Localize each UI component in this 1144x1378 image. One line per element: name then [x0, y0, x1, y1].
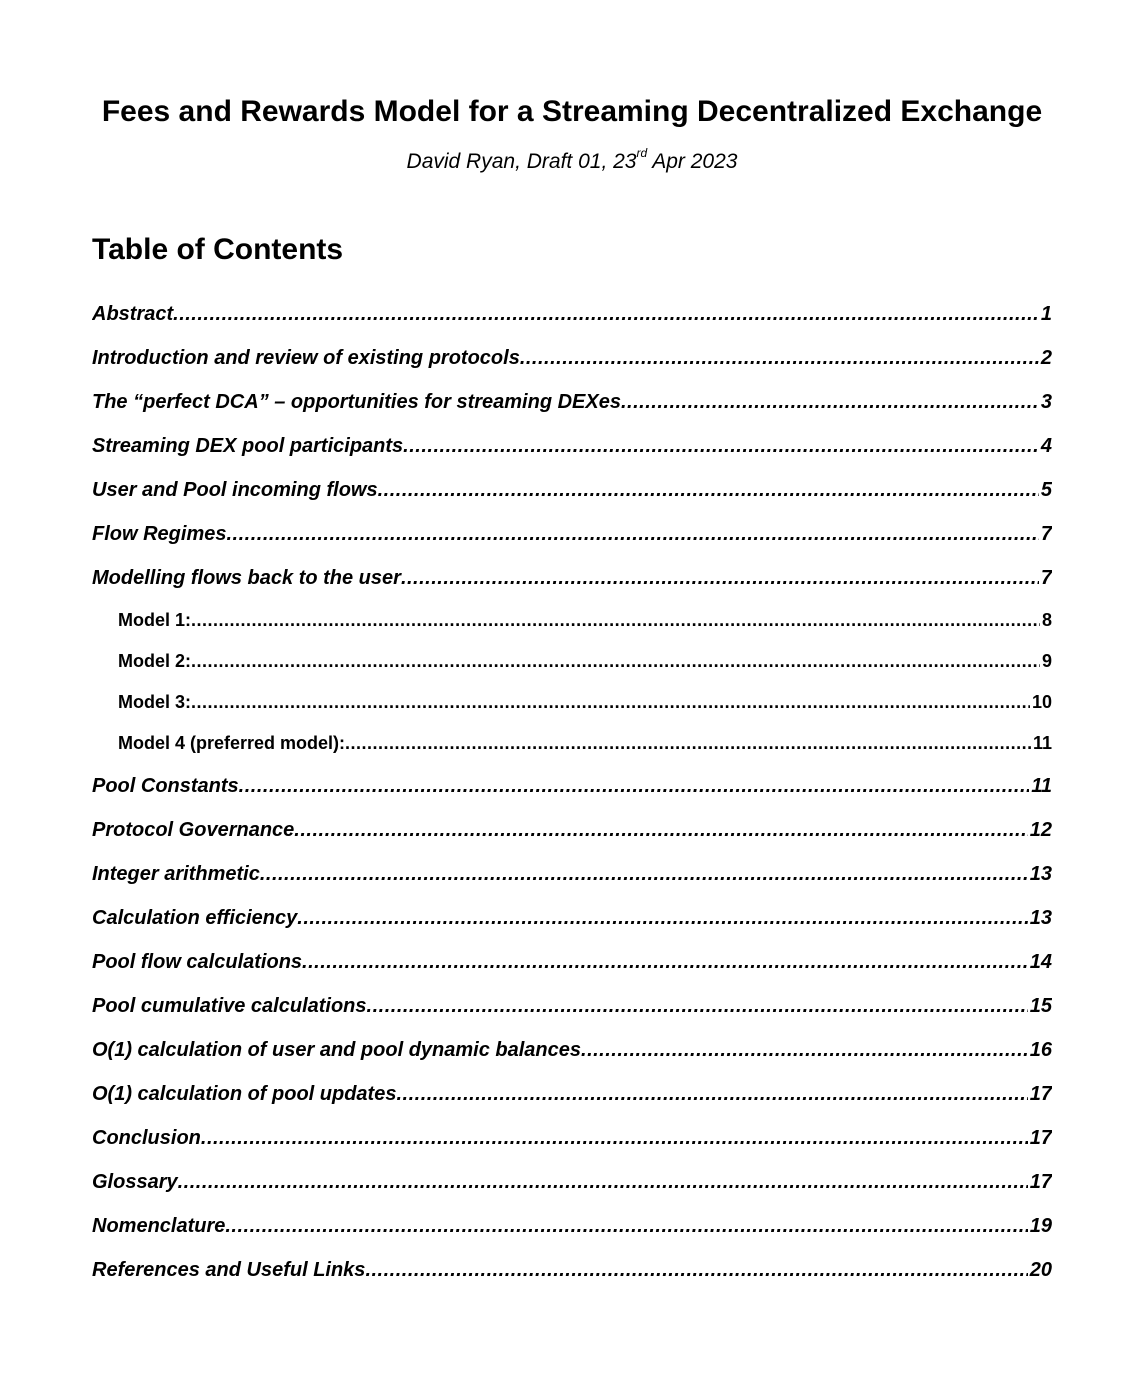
toc-entry-pool-cumulative-calculations[interactable]: [92, 980, 1052, 1024]
dot-leader: [201, 1120, 1028, 1156]
dot-leader: [378, 472, 1039, 508]
dot-leader: [239, 768, 1030, 804]
toc-page-number: 10: [1031, 692, 1052, 712]
toc-entry-label: O(1) calculation of pool updates: [92, 1083, 397, 1105]
dot-leader: [191, 685, 1030, 719]
toc-entry-incoming-flows[interactable]: [92, 464, 1052, 508]
toc-entry-pool-participants[interactable]: [92, 420, 1052, 464]
dot-leader: [401, 560, 1039, 596]
toc-entry-label: Nomenclature: [92, 1215, 226, 1237]
toc-entry-references[interactable]: [92, 1244, 1052, 1288]
dot-leader: [225, 1208, 1027, 1244]
toc-page-number: 15: [1029, 995, 1052, 1017]
dot-leader: [367, 988, 1028, 1024]
toc-entry-protocol-governance[interactable]: [92, 804, 1052, 848]
toc-page-number: 3: [1040, 391, 1052, 413]
toc-entry-label: Streaming DEX pool participants: [92, 435, 404, 457]
toc-entry-nomenclature[interactable]: [92, 1200, 1052, 1244]
toc-entry-label: Model 2:: [118, 651, 192, 671]
toc-entry-perfect-dca[interactable]: [92, 376, 1052, 420]
toc-entry-abstract[interactable]: [92, 288, 1052, 332]
toc-page-number: 12: [1029, 819, 1052, 841]
toc-page-number: 7: [1040, 567, 1052, 589]
toc-entry-label: Pool cumulative calculations: [92, 995, 367, 1017]
subtitle-month-year: Apr 2023: [647, 150, 738, 173]
dot-leader: [621, 384, 1039, 420]
toc-page-number: 14: [1029, 951, 1052, 973]
toc-entry-pool-constants[interactable]: [92, 760, 1052, 804]
dot-leader: [302, 944, 1028, 980]
toc-page-number: 11: [1031, 775, 1052, 797]
dot-leader: [365, 1252, 1027, 1288]
toc-entry-label: Flow Regimes: [92, 523, 227, 545]
toc-page-number: 19: [1029, 1215, 1052, 1237]
toc-entry-calculation-efficiency[interactable]: [92, 892, 1052, 936]
toc-entry-label: Model 1:: [118, 610, 192, 630]
toc-entry-label: User and Pool incoming flows: [92, 479, 378, 501]
toc-entry-glossary[interactable]: [92, 1156, 1052, 1200]
toc-entry-model-4[interactable]: [92, 719, 1052, 760]
dot-leader: [260, 856, 1028, 892]
toc-entry-label: References and Useful Links: [92, 1259, 366, 1281]
toc-entry-integer-arithmetic[interactable]: [92, 848, 1052, 892]
dot-leader: [396, 1076, 1027, 1112]
toc-entry-pool-flow-calculations[interactable]: [92, 936, 1052, 980]
dot-leader: [581, 1032, 1028, 1068]
toc-entry-label: Modelling flows back to the user: [92, 567, 401, 589]
toc-page-number: 17: [1029, 1127, 1052, 1149]
toc-page-number: 8: [1041, 610, 1052, 630]
toc-entry-label: Calculation efficiency: [92, 907, 298, 929]
toc-entry-conclusion[interactable]: [92, 1112, 1052, 1156]
toc-entry-model-1[interactable]: [92, 596, 1052, 637]
toc-page-number: 11: [1032, 733, 1052, 753]
dot-leader: [173, 296, 1039, 332]
toc-entry-label: Glossary: [92, 1171, 178, 1193]
document-title: Fees and Rewards Model for a Streaming Decentralized Exchange: [101, 95, 1043, 128]
toc-page-number: 16: [1029, 1039, 1052, 1061]
toc-entry-dynamic-balances[interactable]: [92, 1024, 1052, 1068]
dot-leader: [226, 516, 1038, 552]
table-of-contents: [92, 288, 1052, 1288]
dot-leader: [297, 900, 1027, 936]
toc-entry-modelling-flows[interactable]: [92, 552, 1052, 596]
dot-leader: [191, 603, 1040, 637]
dot-leader: [345, 726, 1031, 760]
toc-page-number: 13: [1029, 907, 1052, 929]
toc-page-number: 17: [1029, 1171, 1052, 1193]
toc-entry-model-2[interactable]: [92, 637, 1052, 678]
toc-page-number: 4: [1040, 435, 1052, 457]
toc-entry-pool-updates[interactable]: [92, 1068, 1052, 1112]
dot-leader: [403, 428, 1039, 464]
toc-entry-label: Pool flow calculations: [92, 951, 303, 973]
toc-entry-introduction[interactable]: [92, 332, 1052, 376]
toc-entry-label: Introduction and review of existing protocols: [92, 347, 520, 369]
dot-leader: [178, 1164, 1028, 1200]
toc-page-number: 9: [1041, 651, 1052, 671]
toc-entry-flow-regimes[interactable]: [92, 508, 1052, 552]
toc-heading: Table of Contents: [92, 233, 344, 266]
toc-page-number: 2: [1040, 347, 1052, 369]
toc-entry-label: Pool Constants: [92, 775, 239, 797]
toc-entry-label: Model 4 (preferred model):: [118, 733, 346, 753]
toc-page-number: 20: [1029, 1259, 1052, 1281]
subtitle-author-date: David Ryan, Draft 01, 23: [406, 150, 637, 173]
dot-leader: [294, 812, 1027, 848]
toc-entry-label: Integer arithmetic: [92, 863, 260, 885]
toc-entry-label: Model 3:: [118, 692, 192, 712]
toc-entry-label: O(1) calculation of user and pool dynamic balances: [92, 1039, 582, 1061]
toc-entry-label: Abstract: [92, 303, 174, 325]
toc-page-number: 13: [1029, 863, 1052, 885]
dot-leader: [191, 644, 1040, 678]
toc-entry-label: Protocol Governance: [92, 819, 295, 841]
toc-page-number: 17: [1029, 1083, 1052, 1105]
toc-page-number: 1: [1040, 303, 1052, 325]
toc-page-number: 7: [1040, 523, 1052, 545]
dot-leader: [520, 340, 1039, 376]
toc-page-number: 5: [1040, 479, 1052, 501]
document-subtitle: [0, 147, 1144, 177]
toc-entry-label: Conclusion: [92, 1127, 201, 1149]
subtitle-ordinal-suffix: rd: [636, 146, 648, 160]
toc-entry-label: The “perfect DCA” – opportunities for streaming DEXes: [92, 391, 621, 413]
toc-entry-model-3[interactable]: [92, 678, 1052, 719]
